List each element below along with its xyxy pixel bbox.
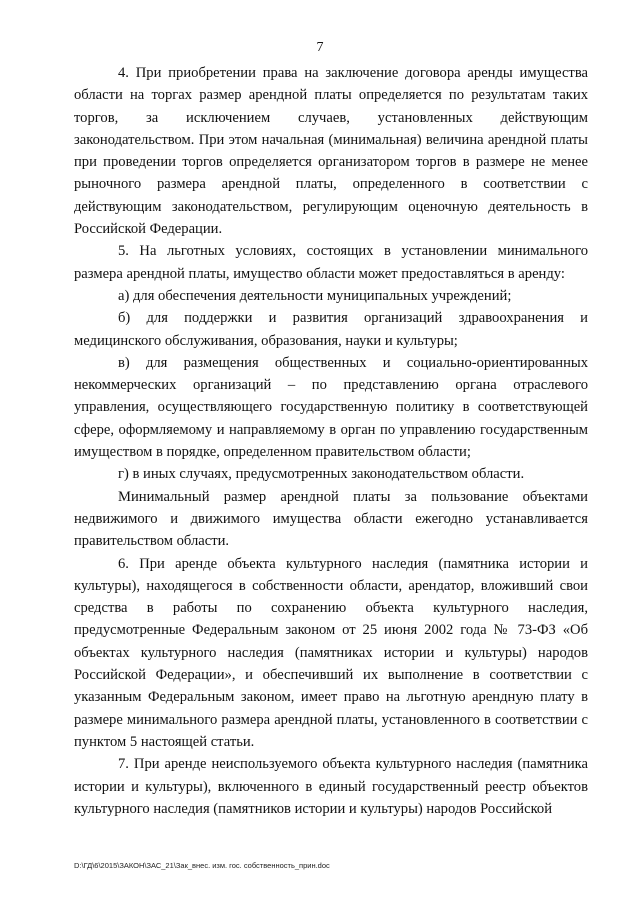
paragraph-minimum-rent: Минимальный размер арендной платы за пользование объектами недвижимого и движимого имущества области ежегодно устанавливается правительством области. (74, 488, 588, 550)
file-path-footer: D:\ГД\6\2015\ЗАКОН\ЗАС_21\Зак_внес. изм. гос. собственность_прин.doc (74, 861, 330, 870)
paragraph-item-4: 4. При приобретении права на заключение договора аренды имущества области на торгах размер арендной платы определяется по результатам таких торгов, за исключением случаев, установленных действующим законодательством. При этом начальная (минимальная) величина арендной платы при проведении торгов определяется организатором торгов в размере не менее рыночного размера арендной платы, определенного в соответствии с действующим законодательством, регулирующим оценочную деятельность в Российской Федерации. (74, 65, 588, 238)
paragraph-subitem-b: б) для поддержки и развития организаций здравоохранения и медицинского обслуживания, образования, науки и культуры; (74, 310, 588, 349)
page-number: 7 (316, 40, 324, 55)
paragraph-item-6: 6. При аренде объекта культурного наследия (памятника истории и культуры), находящегося в собственности области, арендатор, вложивший свои средства в работы по сохранению объекта культурного наследия, предусмотренные Федеральным законом от 25 июня 2002 года № 73-ФЗ «Об объектах культурного наследия (памятниках истории и культуры) народов Российской Федерации», и обеспечивший их выполнение в соответствии с указанным Федеральным законом, имеет право на льготную арендную плату в размере минимального размера арендной платы, установленного в соответствии с пунктом 5 настоящей статьи. (74, 555, 588, 750)
paragraph-subitem-v: в) для размещения общественных и социально-ориентированных некоммерческих организаций – по представлению органа отраслевого управления, осуществляющего государственную политику в соответствующей сфере, оформляемому и направляемому в орган по управлению государственным имуществом в порядке, определенном правительством области; (74, 354, 588, 461)
paragraph-subitem-a: а) для обеспечения деятельности муниципальных учреждений; (118, 287, 512, 304)
document-body (74, 62, 588, 820)
paragraph-item-5: 5. На льготных условиях, состоящих в установлении минимального размера арендной платы, имущество области может предоставляться в аренду: (74, 243, 588, 282)
paragraph-subitem-g: г) в иных случаях, предусмотренных законодательством области. (118, 466, 525, 483)
paragraph-item-7: 7. При аренде неиспользуемого объекта культурного наследия (памятника истории и культуры), включенного в единый государственный реестр объектов культурного наследия (памятников истории и культуры) народов Российской (74, 756, 588, 817)
